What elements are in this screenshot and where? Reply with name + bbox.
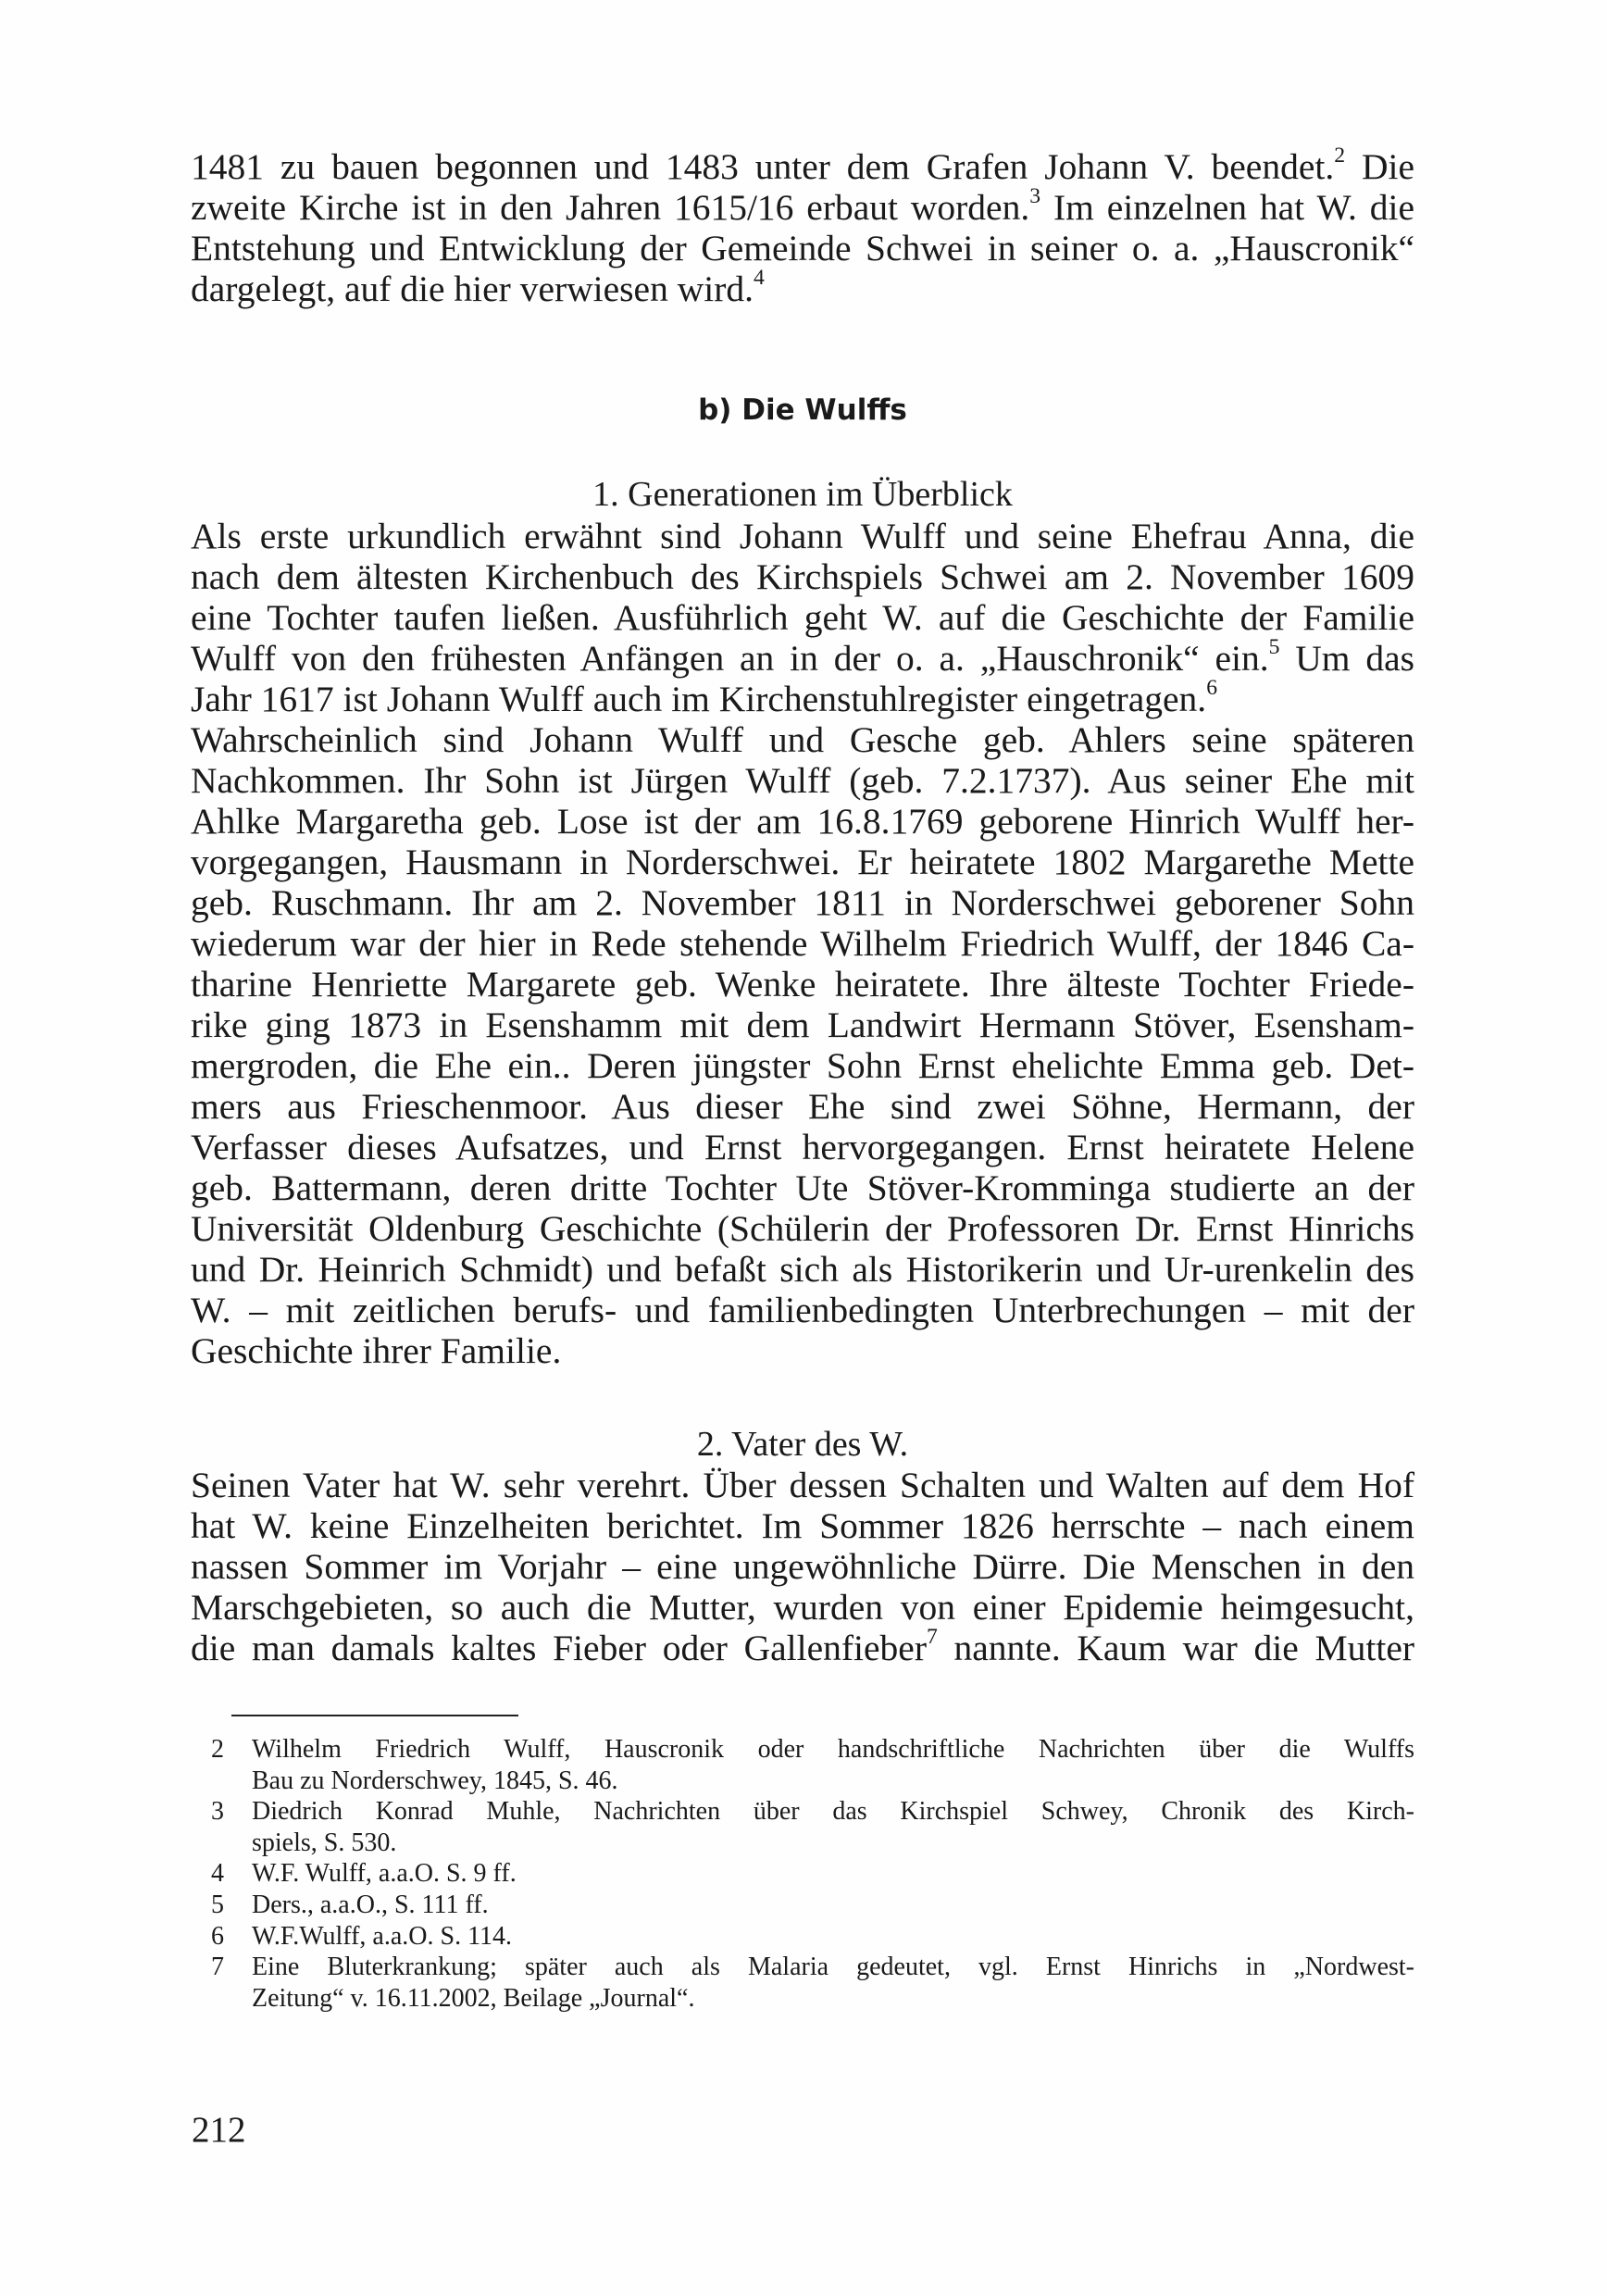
footnote-3: 3 Diedrich Konrad Muhle, Nachrichten über das Kirchspiel Schwey, Chronik des Kirch- spiels, S. 530. xyxy=(211,1797,1414,1857)
footnote-ref-6: 6 xyxy=(1206,676,1218,701)
footnote-4: 4 W.F. Wulff, a.a.O. S. 9 ff. xyxy=(211,1859,517,1889)
footnote-ref-3: 3 xyxy=(1029,184,1041,209)
footnote-ref-5: 5 xyxy=(1268,635,1280,660)
page-number: 212 xyxy=(192,2110,246,2150)
footnotes xyxy=(211,1734,1414,2014)
intro-paragraph: 1481 zu bauen begonnen und 1483 unter dem Grafen Johann V. beendet.$^2$ Die zweite Kirche ist in den Jahren 1615/16 erbaut worden.$^3$ Im einzelnen hat W. die Entstehung und Entwicklung der Gemeinde Schwei in seiner o. a. „Hauscronik“ dargelegt, auf die hier verwiesen wird.$^4$ xyxy=(191,144,1414,309)
footnote-5: 5 Ders., a.a.O., S. 111 ff. xyxy=(211,1890,489,1919)
subsection-heading-2: 2. Vater des W. xyxy=(696,1425,909,1464)
generations-paragraph: Als erste urkundlich erwähnt sind Johann Wulff und seine Ehefrau Anna, die nach dem ältesten Kirchenbuch des Kirchspiels Schwei am 2. November 1609 eine Tochter taufen ließen. Ausführlich geht W. auf die Geschichte der Familie Wulff von den frühesten Anfängen an in der o. a. „Hauschronik“ ein.$^5$ Um das Jahr 1617 ist Johann Wulff auch im Kirchenstuhlregister eingetragen.$^6$ Wahrscheinlich sind Johann Wulff und Gesche geb. Ahlers seine späteren Nachkommen. Ihr Sohn ist Jürgen Wulff (geb. 7.2.1737). Aus seiner Ehe mit Ahlke Margaretha geb. Lose ist der am 16.8.1769 geborene Hinrich Wulff her- vorgegangen, Hausmann in Norderschwei. Er heiratete 1802 Margarethe Mette geb. Ruschmann. Ihr am 2. November 1811 in Norderschwei geborener Sohn wiederum war der hier in Rede stehende Wilhelm Friedrich Wulff, der 1846 Ca- tharine Henriette Margarete geb. Wenke heiratete. Ihre älteste Tochter Friede- rike ging 1873 in Esenshamm mit dem Landwirt Hermann Stöver, Esensham- mergroden, die Ehe ein.. Deren jüngster Sohn Ernst ehelichte Emma geb. Det- mers aus Frieschenmoor. Aus dieser Ehe sind zwei Söhne, Hermann, der Verfasser dieses Aufsatzes, und Ernst hervorgegangen. Ernst heiratete Helene geb. Battermann, deren dritte Tochter Ute Stöver-Kromminga studierte an der Universität Oldenburg Geschichte (Schülerin der Professoren Dr. Ernst Hinrichs und Dr. Heinrich Schmidt) und befaßt sich als Historikerin und Ur-urenkelin des W. – mit zeitlichen berufs- und familienbedingten Unterbrechungen – mit der Geschichte ihrer Familie. xyxy=(191,516,1415,1371)
section-heading: b) Die Wulffs xyxy=(698,393,907,427)
footnote-2: 2 Wilhelm Friedrich Wulff, Hauscronik oder handschriftliche Nachrichten über die Wulffs Bau zu Norderschwey, 1845, S. 46. xyxy=(211,1735,1414,1795)
footnote-ref-4: 4 xyxy=(754,266,765,291)
footnote-ref-2: 2 xyxy=(1334,144,1346,168)
subsection-heading-1: 1. Generationen im Überblick xyxy=(592,475,1013,514)
father-paragraph: Seinen Vater hat W. sehr verehrt. Über dessen Schalten und Walten auf dem Hof hat W. keine Einzelheiten berichtet. Im Sommer 1826 herrschte – nach einem nassen Sommer im Vorjahr – eine ungewöhnliche Dürre. Die Menschen in den Marschgebieten, so auch die Mutter, wurden von einer Epidemie heimgesucht, die man damals kaltes Fieber oder Gallenfieber$^7$ nannte. Kaum war die Mutter xyxy=(191,1465,1415,1668)
footnote-6: 6 W.F.Wulff, a.a.O. S. 114. xyxy=(211,1921,513,1951)
footnote-divider xyxy=(231,1715,518,1716)
footnote-7: 7 Eine Bluterkrankung; später auch als Malaria gedeutet, vgl. Ernst Hinrichs in „Nordwest- Zeitung“ v. 16.11.2002, Beilage „Journal“. xyxy=(211,1953,1414,2013)
footnote-ref-7: 7 xyxy=(926,1625,938,1650)
